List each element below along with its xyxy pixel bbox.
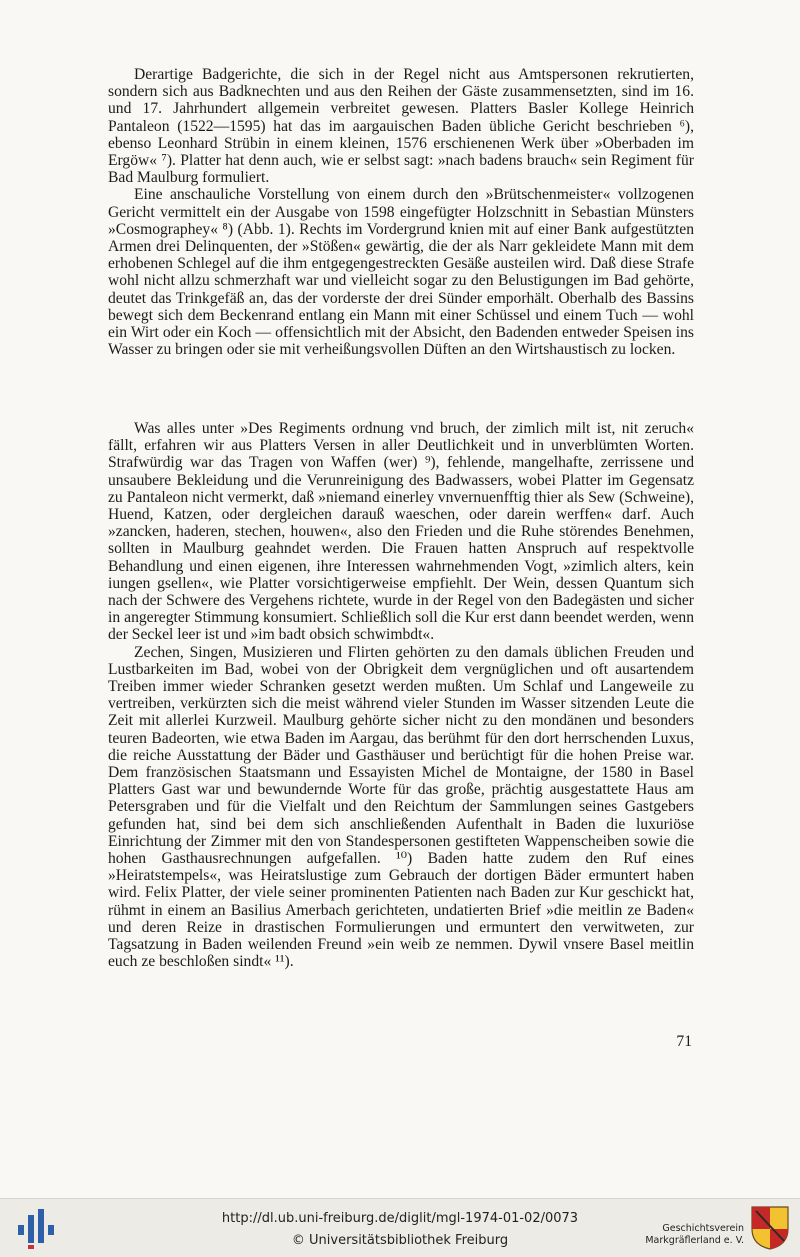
paragraph: Derartige Badgerichte, die sich in der Regel nicht aus Amtspersonen rekrutierten, sondern sich aus Badknechten und aus den Reihen der Gäste zusammensetzten, sind im 16. und 17. Jahrhundert allgemein verbreitet gewesen. Platters Basler Kollege Heinrich Pantaleon (1522—1595) hat das im aargauischen Baden übliche Gericht beschrieben ⁶), ebenso Leonhard Strübin in einem kleinen, 1576 erschienenen Werk über »Oberbaden im Ergöw« ⁷). Platter hat denn auch, wie er selbst sagt: »nach badens brauch« sein Regiment für Bad Maulburg formuliert. xyxy=(108,66,694,187)
society-name xyxy=(604,1223,744,1247)
paragraph: Eine anschauliche Vorstellung von einem durch den »Brütschenmeister« vollzogenen Gericht vermittelt ein der Ausgabe von 1598 eingefügter Holzschnitt in Sebastian Münsters »Cosmographey« ⁸) (Abb. 1). Rechts im Vordergrund knien mit auf einer Bank aufgestützten Armen drei Delinquenten, der »Stößen« gewärtig, die der als Narr gekleidete Mann mit dem erhobenen Schlegel auf die ihm entgegengestreckten Gesäße austeilen wird. Daß diese Strafe wohl nicht allzu schmerzhaft war und vielleicht sogar zu den Belustigungen im Bad gehörte, deutet das Trinkgefäß an, das der vorderste der drei Sünder emporhält. Oberhalb des Bassins bewegt sich dem Beckenrand entlang ein Mann mit einer Schüssel und einem Tuch — wohl ein Wirt oder ein Koch — offensichtlich mit der Absicht, den Badenden entweder Speisen ins Wasser zu bringen oder sie mit verheißungsvollen Düften an den Wirtshaustisch zu locken. xyxy=(108,186,694,359)
society-name-line: Markgräflerland e. V. xyxy=(645,1235,744,1246)
footer-bar xyxy=(0,1198,800,1257)
page-number: 71 xyxy=(676,1033,692,1050)
source-url-link[interactable]: http://dl.ub.uni-freiburg.de/diglit/mgl-1974-01-02/0073 xyxy=(221,1211,579,1226)
copyright-text: © Universitätsbibliothek Freiburg xyxy=(291,1233,509,1248)
paragraph: Was alles unter »Des Regiments ordnung vnd bruch, der zimlich milt ist, nit zeruch« fällt, erfahren wir aus Platters Versen in aller Deutlichkeit und in unverblümten Worten. Strafwürdig war das Tragen von Waffen (wer) ⁹), fehlende, mangelhafte, zerrissene und unsaubere Bekleidung und die Verunreinigung des Badwassers, wobei Platter im Gegensatz zu Pantaleon nicht vermerkt, daß »niemand einerley vnvernuenfftig thier als Sew (Schweine), Huend, Katzen, oder dergleichen darauß waeschen, oder darein werffen« darf. Auch »zancken, haderen, stechen, houwen«, also den Frieden und die Ruhe störendes Benehmen, sollten in Maulburg geahndet werden. Die Frauen hatten Anspruch auf respektvolle Behandlung und einen eigenen, ihre Interessen wahrnehmenden Vogt, »zimlich alters, kein iungen gsellen«, wie Platter vorsichtigerweise empfiehlt. Der Wein, dessen Quantum sich nach der Schwere des Vergehens richtete, wurde in der Regel von den Badegästen und sicher in angeregter Stimmung konsumiert. Schließlich soll die Kur erst dann beendet werden, wenn der Seckel leer ist und »im badt obsich schwimbdt«. xyxy=(108,420,694,644)
text-block-bottom xyxy=(108,420,694,971)
society-crest-icon xyxy=(750,1205,790,1251)
paragraph: Zechen, Singen, Musizieren und Flirten gehörten zu den damals üblichen Freuden und Lustbarkeiten im Bad, wobei von der Obrigkeit dem vergnüglichen und oft ausartendem Treiben immer wieder Schranken gesetzt werden mußten. Um Schlaf und Langeweile zu vertreiben, verkürzten sich die meist während vieler Stunden im Wasser sitzenden Leute die Zeit mit allerlei Kurzweil. Maulburg gehörte sicher nicht zu den mondänen und besonders teuren Badeorten, wie etwa Baden im Aargau, das berühmt für den dort herrschenden Luxus, die reiche Ausstattung der Bäder und Gasthäuser und berüchtigt für die hohen Preise war. Dem französischen Staatsmann und Essayisten Michel de Montaigne, der 1580 in Basel Platters Gast war und bewundernde Worte für das große, prächtig ausgestattete Haus am Petersgraben und für die Vielfalt und den Reichtum der Sammlungen seines Gastgebers gefunden hat, sind bei dem sich anschließenden Aufenthalt in Baden die luxuriöse Einrichtung der Zimmer mit den von Standespersonen gestifteten Wappenscheiben sowie die hohen Gasthausrechnungen aufgefallen. ¹⁰) Baden hatte zudem den Ruf eines »Heiratstempels«, was Heiratslustige zum Gebrauch der dortigen Bäder ermuntert haben wird. Felix Platter, der viele seiner prominenten Patienten nach Baden zur Kur geschickt hat, rühmt in einem an Basilius Amerbach gerichteten, undatierten Brief »die meitlin ze Baden« und deren Reize in drastischen Formulierungen und ermuntert den verwitweten, zur Tagsatzung in Baden weilenden Freund »ein weib ze nemmen. Dywil vnsere Basel meitlin euch ze beschloßen sindt« ¹¹). xyxy=(108,643,694,971)
ub-freiburg-logo-icon xyxy=(14,1207,56,1251)
society-name-line: Geschichtsverein xyxy=(662,1223,744,1234)
text-block-top xyxy=(108,66,694,358)
